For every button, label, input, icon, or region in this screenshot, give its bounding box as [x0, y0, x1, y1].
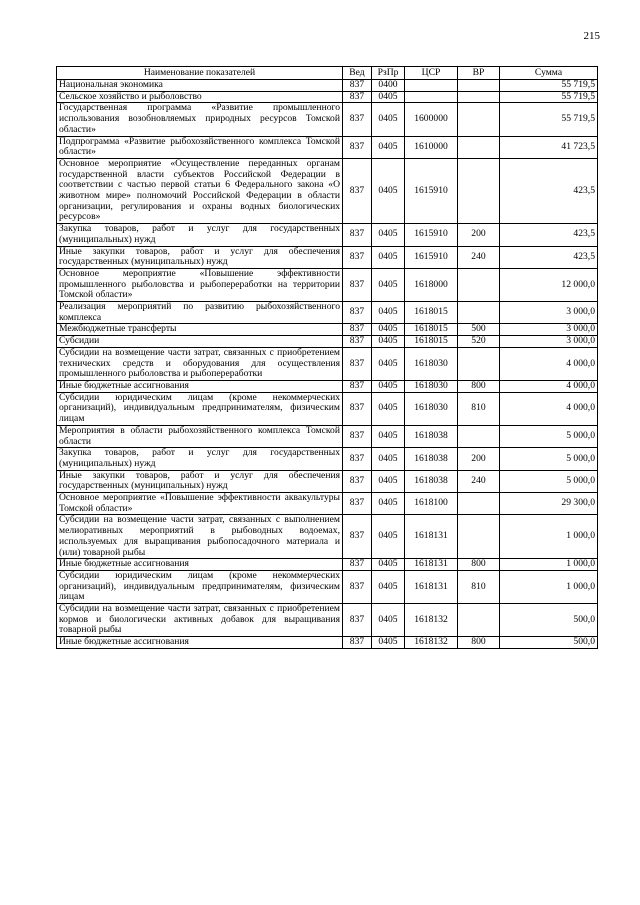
row-csr-cell: [405, 80, 458, 92]
row-rzpr-cell: 0405: [372, 559, 405, 571]
row-csr-cell: 1618030: [405, 347, 458, 380]
row-csr-cell: 1618015: [405, 336, 458, 348]
row-csr-cell: 1618015: [405, 302, 458, 324]
row-name-cell: Реализация мероприятий по развитию рыбохозяйственного комплекса: [57, 302, 343, 324]
row-sum-cell: 1 000,0: [500, 559, 598, 571]
row-name-cell: Субсидии на возмещение части затрат, связанных с приобретением кормов и биологически активных добавок для выращивания товарной рыбы: [57, 604, 343, 637]
row-rzpr-cell: 0405: [372, 604, 405, 637]
table-row: [57, 637, 598, 649]
row-sum-cell: 29 300,0: [500, 493, 598, 515]
row-vr-cell: [458, 268, 500, 301]
row-rzpr-cell: 0405: [372, 380, 405, 392]
header-csr: ЦСР: [405, 67, 458, 80]
header-ved: Вед: [343, 67, 372, 80]
table-row: [57, 268, 598, 301]
row-vr-cell: [458, 103, 500, 136]
header-vr: ВР: [458, 67, 500, 80]
table-row: [57, 559, 598, 571]
row-rzpr-cell: 0405: [372, 515, 405, 559]
row-name-cell: Иные бюджетные ассигнования: [57, 380, 343, 392]
row-name-cell: Субсидии: [57, 336, 343, 348]
table-row: [57, 136, 598, 158]
budget-table: [56, 66, 598, 649]
row-ved-cell: 837: [343, 268, 372, 301]
row-ved-cell: 837: [343, 493, 372, 515]
row-vr-cell: [458, 302, 500, 324]
page-number: 215: [583, 30, 600, 42]
table-row: [57, 570, 598, 603]
row-sum-cell: 500,0: [500, 604, 598, 637]
row-rzpr-cell: 0405: [372, 470, 405, 492]
row-name-cell: Субсидии на возмещение части затрат, связанных с приобретением технических средств и оборудования для осуществления промышленного рыболовства и рыбопереработки: [57, 347, 343, 380]
row-name-cell: Иные бюджетные ассигнования: [57, 559, 343, 571]
table-row: [57, 224, 598, 246]
row-vr-cell: 800: [458, 637, 500, 649]
row-rzpr-cell: 0405: [372, 493, 405, 515]
table-row: [57, 448, 598, 470]
row-csr-cell: 1618030: [405, 380, 458, 392]
row-sum-cell: 55 719,5: [500, 80, 598, 92]
row-vr-cell: 800: [458, 559, 500, 571]
row-rzpr-cell: 0405: [372, 448, 405, 470]
row-name-cell: Межбюджетные трансферты: [57, 324, 343, 336]
row-ved-cell: 837: [343, 80, 372, 92]
row-ved-cell: 837: [343, 103, 372, 136]
table-row: [57, 336, 598, 348]
row-rzpr-cell: 0405: [372, 91, 405, 103]
table-row: [57, 302, 598, 324]
row-name-cell: Основное мероприятие «Осуществление переданных органам государственной власти субъектов Российской Федерации в соответствии с частью первой статьи 6 Федерального закона «О животном мире» полномочий Российской Федерации в области организации, регулирования и охраны водных биологических ресурсов»: [57, 158, 343, 223]
row-rzpr-cell: 0405: [372, 103, 405, 136]
row-rzpr-cell: 0405: [372, 347, 405, 380]
row-rzpr-cell: 0405: [372, 392, 405, 425]
row-name-cell: Мероприятия в области рыбохозяйственного комплекса Томской области: [57, 425, 343, 447]
table-row: [57, 246, 598, 268]
row-sum-cell: 1 000,0: [500, 570, 598, 603]
row-csr-cell: 1618132: [405, 637, 458, 649]
row-vr-cell: 240: [458, 246, 500, 268]
header-rzpr: РзПр: [372, 67, 405, 80]
row-csr-cell: 1615910: [405, 224, 458, 246]
row-name-cell: Субсидии юридическим лицам (кроме некоммерческих организаций), индивидуальным предпринимателям, физическим лицам: [57, 570, 343, 603]
table-row: [57, 470, 598, 492]
row-csr-cell: 1618132: [405, 604, 458, 637]
row-name-cell: Субсидии юридическим лицам (кроме некоммерческих организаций), индивидуальным предпринимателям, физическим лицам: [57, 392, 343, 425]
table-row: [57, 604, 598, 637]
row-vr-cell: [458, 515, 500, 559]
row-vr-cell: 500: [458, 324, 500, 336]
row-name-cell: Основное мероприятие «Повышение эффективности аквакультуры Томской области»: [57, 493, 343, 515]
row-rzpr-cell: 0405: [372, 336, 405, 348]
row-ved-cell: 837: [343, 158, 372, 223]
row-ved-cell: 837: [343, 347, 372, 380]
row-csr-cell: 1618015: [405, 324, 458, 336]
table-row: [57, 515, 598, 559]
row-rzpr-cell: 0405: [372, 268, 405, 301]
row-sum-cell: 55 719,5: [500, 103, 598, 136]
row-ved-cell: 837: [343, 336, 372, 348]
row-ved-cell: 837: [343, 136, 372, 158]
row-rzpr-cell: 0400: [372, 80, 405, 92]
row-vr-cell: 800: [458, 380, 500, 392]
row-sum-cell: 423,5: [500, 246, 598, 268]
table-row: [57, 91, 598, 103]
row-sum-cell: 5 000,0: [500, 470, 598, 492]
row-rzpr-cell: 0405: [372, 136, 405, 158]
row-rzpr-cell: 0405: [372, 302, 405, 324]
row-csr-cell: 1618131: [405, 570, 458, 603]
row-ved-cell: 837: [343, 392, 372, 425]
row-name-cell: Закупка товаров, работ и услуг для государственных (муниципальных) нужд: [57, 224, 343, 246]
table-row: [57, 392, 598, 425]
row-sum-cell: 4 000,0: [500, 347, 598, 380]
row-sum-cell: 3 000,0: [500, 336, 598, 348]
row-ved-cell: 837: [343, 448, 372, 470]
row-csr-cell: 1618131: [405, 515, 458, 559]
row-ved-cell: 837: [343, 604, 372, 637]
table-row: [57, 324, 598, 336]
row-rzpr-cell: 0405: [372, 246, 405, 268]
row-ved-cell: 837: [343, 559, 372, 571]
row-sum-cell: 41 723,5: [500, 136, 598, 158]
row-vr-cell: [458, 80, 500, 92]
row-vr-cell: 810: [458, 392, 500, 425]
row-ved-cell: 837: [343, 302, 372, 324]
row-csr-cell: 1615910: [405, 158, 458, 223]
table-row: [57, 103, 598, 136]
row-ved-cell: 837: [343, 515, 372, 559]
row-ved-cell: 837: [343, 91, 372, 103]
row-vr-cell: [458, 493, 500, 515]
row-vr-cell: 240: [458, 470, 500, 492]
row-rzpr-cell: 0405: [372, 570, 405, 603]
row-sum-cell: 55 719,5: [500, 91, 598, 103]
row-ved-cell: 837: [343, 637, 372, 649]
table-row: [57, 347, 598, 380]
row-vr-cell: 200: [458, 224, 500, 246]
row-vr-cell: 520: [458, 336, 500, 348]
row-vr-cell: [458, 347, 500, 380]
table-row: [57, 158, 598, 223]
row-vr-cell: [458, 158, 500, 223]
row-ved-cell: 837: [343, 380, 372, 392]
row-csr-cell: 1615910: [405, 246, 458, 268]
row-sum-cell: 3 000,0: [500, 324, 598, 336]
row-sum-cell: 423,5: [500, 224, 598, 246]
row-sum-cell: 5 000,0: [500, 448, 598, 470]
row-csr-cell: [405, 91, 458, 103]
row-name-cell: Основное мероприятие «Повышение эффективности промышленного рыболовства и рыбопереработки на территории Томской области»: [57, 268, 343, 301]
row-csr-cell: 1618030: [405, 392, 458, 425]
row-csr-cell: 1618038: [405, 470, 458, 492]
row-ved-cell: 837: [343, 324, 372, 336]
row-ved-cell: 837: [343, 570, 372, 603]
row-ved-cell: 837: [343, 246, 372, 268]
row-vr-cell: 810: [458, 570, 500, 603]
row-vr-cell: [458, 604, 500, 637]
row-sum-cell: 4 000,0: [500, 392, 598, 425]
row-name-cell: Иные закупки товаров, работ и услуг для обеспечения государственных (муниципальных) нужд: [57, 246, 343, 268]
row-vr-cell: 200: [458, 448, 500, 470]
row-vr-cell: [458, 91, 500, 103]
row-name-cell: Иные закупки товаров, работ и услуг для обеспечения государственных (муниципальных) нужд: [57, 470, 343, 492]
table-body: [57, 80, 598, 649]
row-csr-cell: 1618100: [405, 493, 458, 515]
row-name-cell: Субсидии на возмещение части затрат, связанных с выполнением мелиоративных мероприятий в рыбоводных водоемах, используемых для выращивания рыбопосадочного материала и (или) товарной рыбы: [57, 515, 343, 559]
row-sum-cell: 12 000,0: [500, 268, 598, 301]
row-rzpr-cell: 0405: [372, 425, 405, 447]
row-sum-cell: 3 000,0: [500, 302, 598, 324]
row-sum-cell: 4 000,0: [500, 380, 598, 392]
row-csr-cell: 1618131: [405, 559, 458, 571]
row-name-cell: Государственная программа «Развитие промышленного использования возобновляемых природных ресурсов Томской области»: [57, 103, 343, 136]
row-name-cell: Национальная экономика: [57, 80, 343, 92]
table-row: [57, 493, 598, 515]
row-rzpr-cell: 0405: [372, 158, 405, 223]
row-csr-cell: 1618038: [405, 425, 458, 447]
header-name: Наименование показателей: [57, 67, 343, 80]
row-ved-cell: 837: [343, 224, 372, 246]
row-rzpr-cell: 0405: [372, 637, 405, 649]
row-rzpr-cell: 0405: [372, 224, 405, 246]
table-row: [57, 80, 598, 92]
table-row: [57, 380, 598, 392]
row-csr-cell: 1600000: [405, 103, 458, 136]
table-header-row: [57, 67, 598, 80]
row-vr-cell: [458, 425, 500, 447]
row-name-cell: Сельское хозяйство и рыболовство: [57, 91, 343, 103]
table-row: [57, 425, 598, 447]
header-sum: Сумма: [500, 67, 598, 80]
row-name-cell: Подпрограмма «Развитие рыбохозяйственного комплекса Томской области»: [57, 136, 343, 158]
row-name-cell: Закупка товаров, работ и услуг для государственных (муниципальных) нужд: [57, 448, 343, 470]
row-sum-cell: 1 000,0: [500, 515, 598, 559]
row-csr-cell: 1618038: [405, 448, 458, 470]
row-sum-cell: 5 000,0: [500, 425, 598, 447]
row-vr-cell: [458, 136, 500, 158]
row-sum-cell: 500,0: [500, 637, 598, 649]
row-rzpr-cell: 0405: [372, 324, 405, 336]
row-sum-cell: 423,5: [500, 158, 598, 223]
row-ved-cell: 837: [343, 470, 372, 492]
row-csr-cell: 1618000: [405, 268, 458, 301]
row-ved-cell: 837: [343, 425, 372, 447]
row-csr-cell: 1610000: [405, 136, 458, 158]
row-name-cell: Иные бюджетные ассигнования: [57, 637, 343, 649]
